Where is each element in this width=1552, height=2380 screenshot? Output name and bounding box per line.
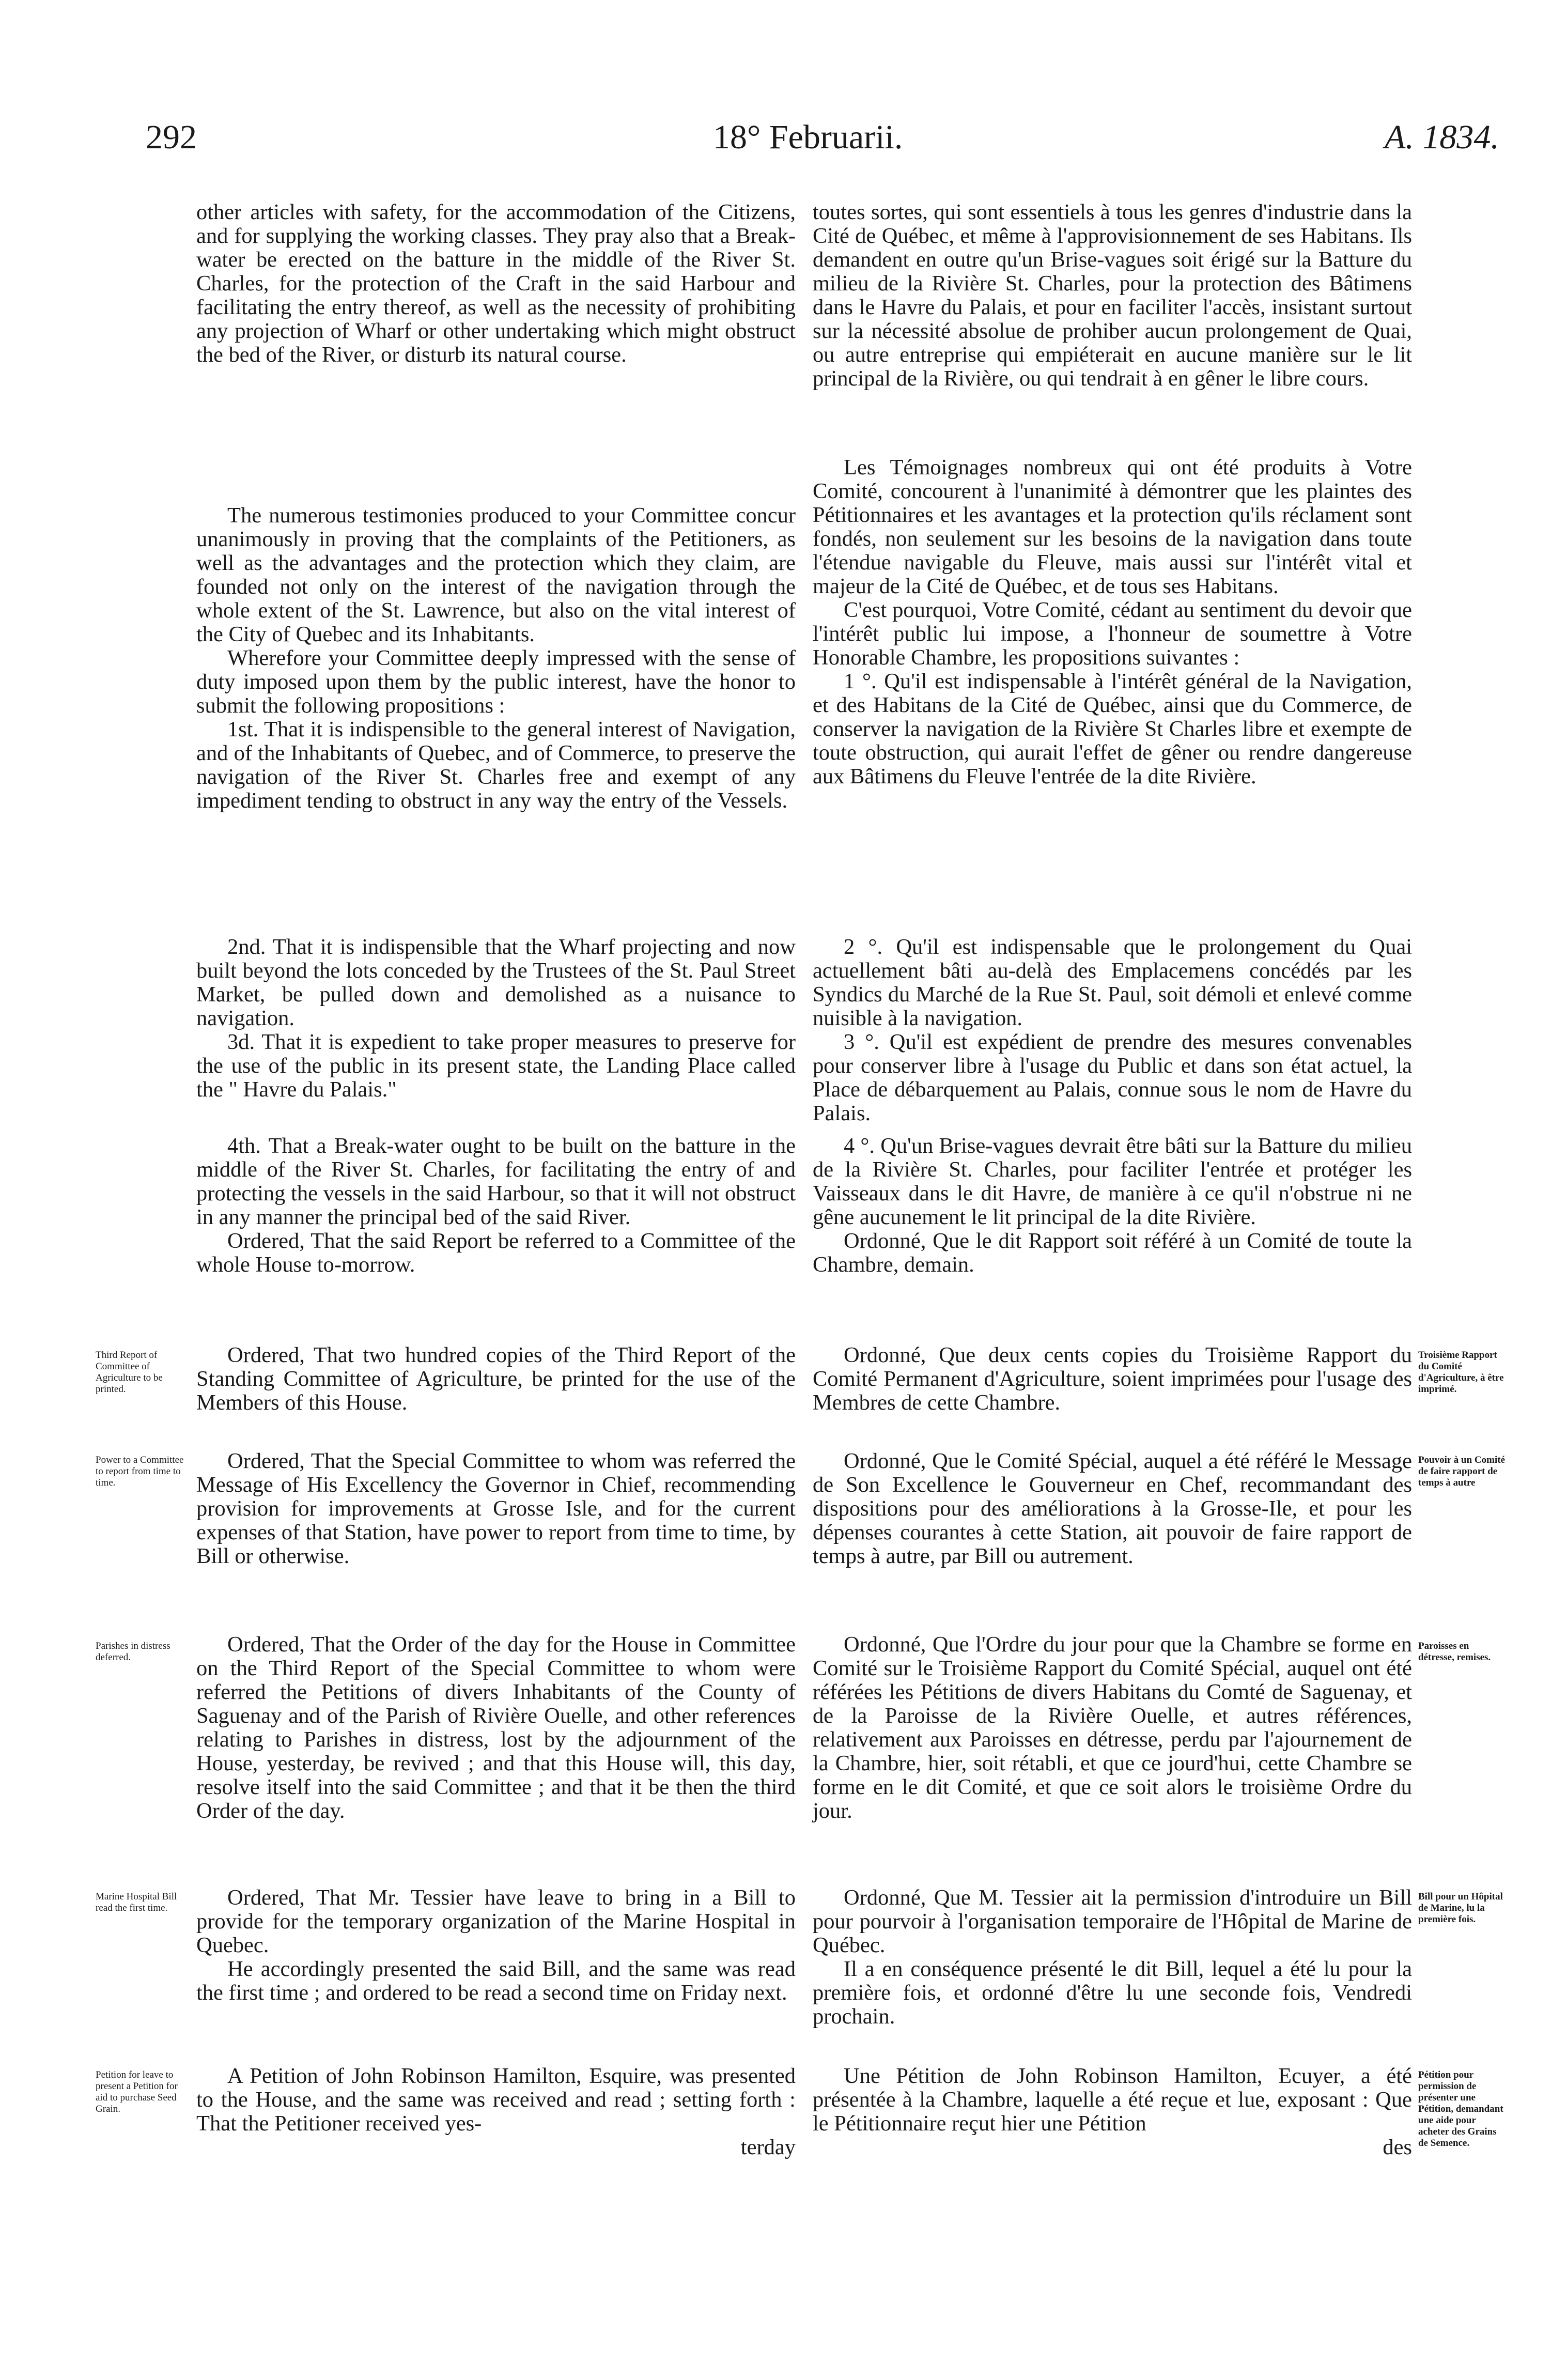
paragraph: 3 °. Qu'il est expédient de prendre des mesures convenables pour conserver libre à l'usage du Public et dans son état actuel, la Place de débarquement au Palais, connue sous le nom de Havre du Palais.	[813, 1030, 1412, 1125]
paragraph: Les Témoignages nombreux qui ont été produits à Votre Comité, concourent à l'unanimité à démontrer que les plaintes des Pétitionnaires et les avantages et la protection qu'ils réclament sont fondés, non seulement sur les besoins de la navigation dans toute l'étendue navigable du Fleuve, mais aussi sur l'intérêt vital et majeur de la Cité de Québec, et de tous ses Habitans.	[813, 455, 1412, 598]
french-column-block-6	[813, 1449, 1412, 1568]
paragraph: 1st. That it is indispensible to the general interest of Navigation, and of the Inhabitants of Quebec, and of Commerce, to preserve the navigation of the River St. Charles free and exempt of any impediment tending to obstruct in any way the entry of the Vessels.	[196, 717, 796, 813]
catchword-english: terday	[740, 2135, 796, 2159]
margin-note-english: Third Report of Committee of Agriculture to be printed.	[96, 1350, 163, 1395]
page-header	[0, 118, 1552, 164]
paragraph: 4th. That a Break-water ought to be built on the batture in the middle of the River St. Charles, for facilitating the entry of and protecting the vessels in the said Harbour, so that it will not obstruct in any manner the principal bed of the said River.	[196, 1134, 796, 1229]
french-column-block-7	[813, 1633, 1412, 1823]
french-column-block-3	[813, 935, 1412, 1125]
english-column-block-2	[196, 504, 796, 813]
paragraph: He accordingly presented the said Bill, and the same was read the first time ; and ordered to be read a second time on Friday next.	[196, 1957, 796, 2005]
french-column-block-8	[813, 1886, 1412, 2029]
paragraph: Il a en conséquence présenté le dit Bill, lequel a été lu pour la première fois, et ordonné d'être lu une seconde fois, Vendredi prochain.	[813, 1957, 1412, 2029]
paragraph: 3d. That it is expedient to take proper measures to preserve for the use of the public in its present state, the Landing Place called the " Havre du Palais."	[196, 1030, 796, 1102]
catchword-french: des	[1383, 2135, 1412, 2159]
paragraph: Ordonné, Que le Comité Spécial, auquel a été référé le Message de Son Excellence le Gouverneur en Chef, recommandant des dispositions pour des améliorations à la Grosse-Ile, et pour les dépenses courantes à cette Station, ait pouvoir de faire rapport de temps à autre, par Bill ou autrement.	[813, 1449, 1412, 1568]
paragraph: Ordered, That Mr. Tessier have leave to bring in a Bill to provide for the temporary organization of the Marine Hospital in Quebec.	[196, 1886, 796, 1957]
english-column-block-9	[196, 2064, 796, 2159]
paragraph: 2nd. That it is indispensible that the Wharf projecting and now built beyond the lots conceded by the Trustees of the St. Paul Street Market, be pulled down and demolished as a nuisance to navigation.	[196, 935, 796, 1030]
paragraph: 2 °. Qu'il est indispensable que le prolongement du Quai actuellement bâti au-delà des Emplacemens concédés par les Syndics du Marché de la Rue St. Paul, soit démoli et enlevé comme nuisible à la navigation.	[813, 935, 1412, 1030]
paragraph: Ordonné, Que M. Tessier ait la permission d'introduire un Bill pour pourvoir à l'organisation temporaire de l'Hôpital de Marine de Québec.	[813, 1886, 1412, 1957]
french-column-block-9	[813, 2064, 1412, 2159]
paragraph: Wherefore your Committee deeply impressed with the sense of duty imposed upon them by the public interest, have the honor to submit the following propositions :	[196, 646, 796, 718]
french-column-block-5	[813, 1343, 1412, 1415]
paragraph: 1 °. Qu'il est indispensable à l'intérêt général de la Navigation, et des Habitans de la Cité de Québec, ainsi que du Commerce, de conserver la navigation de la Rivière St Charles libre et exempte de toute obstruction, qui aurait l'effet de gêner ou rendre dangereuse aux Bâtimens du Fleuve l'entrée de la dite Rivière.	[813, 669, 1412, 789]
english-column-block-5	[196, 1343, 796, 1415]
paragraph: Ordered, That the Order of the day for the House in Committee on the Third Report of the Special Committee to whom were referred the Petitions of divers Inhabitants of the County of Saguenay and of the Parish of Rivière Ouelle, and other references relating to Parishes in distress, lost by the adjournment of the House, yesterday, be revived ; and that this House will, this day, resolve itself into the said Committee ; and that it be then the third Order of the day.	[196, 1632, 796, 1823]
english-column-block-4	[196, 1134, 796, 1277]
margin-note-english: Petition for leave to present a Petition for aid to purchase Seed Grain.	[96, 2069, 178, 2114]
english-column-block-6	[196, 1449, 796, 1568]
paragraph: Ordonné, Que deux cents copies du Troisième Rapport du Comité Permanent d'Agriculture, soient imprimées pour l'usage des Membres de cette Chambre.	[813, 1343, 1412, 1415]
paragraph: other articles with safety, for the accommodation of the Citizens, and for supplying the working classes. They pray also that a Break-water be erected on the batture in the middle of the River St. Charles, for the protection of the Craft in the said Harbour and facilitating the entry thereof, as well as the necessity of prohibiting any projection of Wharf or other undertaking which might obstruct the bed of the River, or disturb its natural course.	[196, 200, 796, 367]
paragraph: C'est pourquoi, Votre Comité, cédant au sentiment du devoir que l'intérêt public lui impose, a l'honneur de soumettre à Votre Honorable Chambre, les propositions suivantes :	[813, 598, 1412, 670]
french-column-block-1	[813, 200, 1412, 391]
margin-note-english: Power to a Committee to report from time to time.	[96, 1455, 184, 1488]
margin-note-french: Pouvoir à un Comité de faire rapport de temps à autre	[1418, 1455, 1506, 1488]
paragraph: 4 °. Qu'un Brise-vagues devrait être bâti sur la Batture du milieu de la Rivière St. Charles, pour faciliter l'entrée et protéger les Vaisseaux dans le dit Havre, de manière à ce qu'il n'obstrue ni ne gêne aucunement le lit principal de la dite Rivière.	[813, 1134, 1412, 1229]
margin-note-english: Parishes in distress deferred.	[96, 1641, 170, 1663]
paragraph: Ordonné, Que l'Ordre du jour pour que la Chambre se forme en Comité sur le Troisième Rapport du Comité Spécial, auquel ont été référées les Pétitions de divers Habitans du Comté de Saguenay, et de la Paroisse de la Rivière Ouelle, et autres références, relativement aux Paroisses en détresse, perdu par l'ajournement de la Chambre, hier, soit rétabli, et que ce jourd'hui, cette Chambre se forme en le dit Comité, et que ce soit alors le troisième Ordre du jour.	[813, 1632, 1412, 1823]
paragraph: Ordered, That the Special Committee to whom was referred the Message of His Excellency the Governor in Chief, recommending provision for improvements at Grosse Isle, and for the current expenses of that Station, have power to report from time to time, by Bill or otherwise.	[196, 1449, 796, 1568]
margin-note-english: Marine Hospital Bill read the first time.	[96, 1891, 177, 1913]
paragraph: A Petition of John Robinson Hamilton, Esquire, was presented to the House, and the same was received and read ; setting forth : That the Petitioner received yes-	[196, 2064, 796, 2136]
paragraph: Ordonné, Que le dit Rapport soit référé à un Comité de toute la Chambre, demain.	[813, 1229, 1412, 1277]
english-column-block-3	[196, 935, 796, 1102]
english-column-block-8	[196, 1886, 796, 2005]
margin-note-french: Bill pour un Hôpital de Marine, lu la première fois.	[1418, 1891, 1503, 1925]
paragraph: Ordered, That two hundred copies of the Third Report of the Standing Committee of Agriculture, be printed for the use of the Members of this House.	[196, 1343, 796, 1415]
margin-note-french: Paroisses en détresse, remises.	[1418, 1641, 1491, 1663]
journal-year: A. 1834.	[1385, 118, 1499, 156]
french-column-block-2	[813, 456, 1412, 789]
margin-note-french: Pétition pour permission de présenter une Pétition, demandant une aide pour acheter des Grains de Semence.	[1418, 2069, 1503, 2149]
paragraph: toutes sortes, qui sont essentiels à tous les genres d'industrie dans la Cité de Québec, et même à l'approvisionnement de ses Habitans. Ils demandent en outre qu'un Brise-vagues soit érigé sur la Batture du milieu de la Rivière St. Charles, pour la protection des Bâtimens dans le Havre du Palais, et pour en faciliter l'accès, insistant surtout sur la nécessité absolue de prohiber aucun prolongement de Quai, ou autre entreprise qui empiéterait en aucune manière sur le lit principal de la Rivière, ou qui tendrait à en gêner le libre cours.	[813, 200, 1412, 391]
paragraph: Ordered, That the said Report be referred to a Committee of the whole House to-morrow.	[196, 1229, 796, 1277]
english-column-block-7	[196, 1633, 796, 1823]
paragraph: Une Pétition de John Robinson Hamilton, Ecuyer, a été présentée à la Chambre, laquelle a été reçue et lue, exposant : Que le Pétitionnaire reçut hier une Pétition	[813, 2064, 1412, 2136]
journal-date: 18° Februarii.	[713, 118, 903, 156]
page-number: 292	[146, 118, 197, 156]
margin-note-french: Troisième Rapport du Comité d'Agriculture, à être imprimé.	[1418, 1350, 1504, 1395]
french-column-block-4	[813, 1134, 1412, 1277]
paragraph: The numerous testimonies produced to your Committee concur unanimously in proving that the complaints of the Petitioners, as well as the advantages and the protection which they claim, are founded not only on the interest of the navigation through the whole extent of the St. Lawrence, but also on the vital interest of the City of Quebec and its Inhabitants.	[196, 503, 796, 646]
english-column-block-1	[196, 200, 796, 367]
